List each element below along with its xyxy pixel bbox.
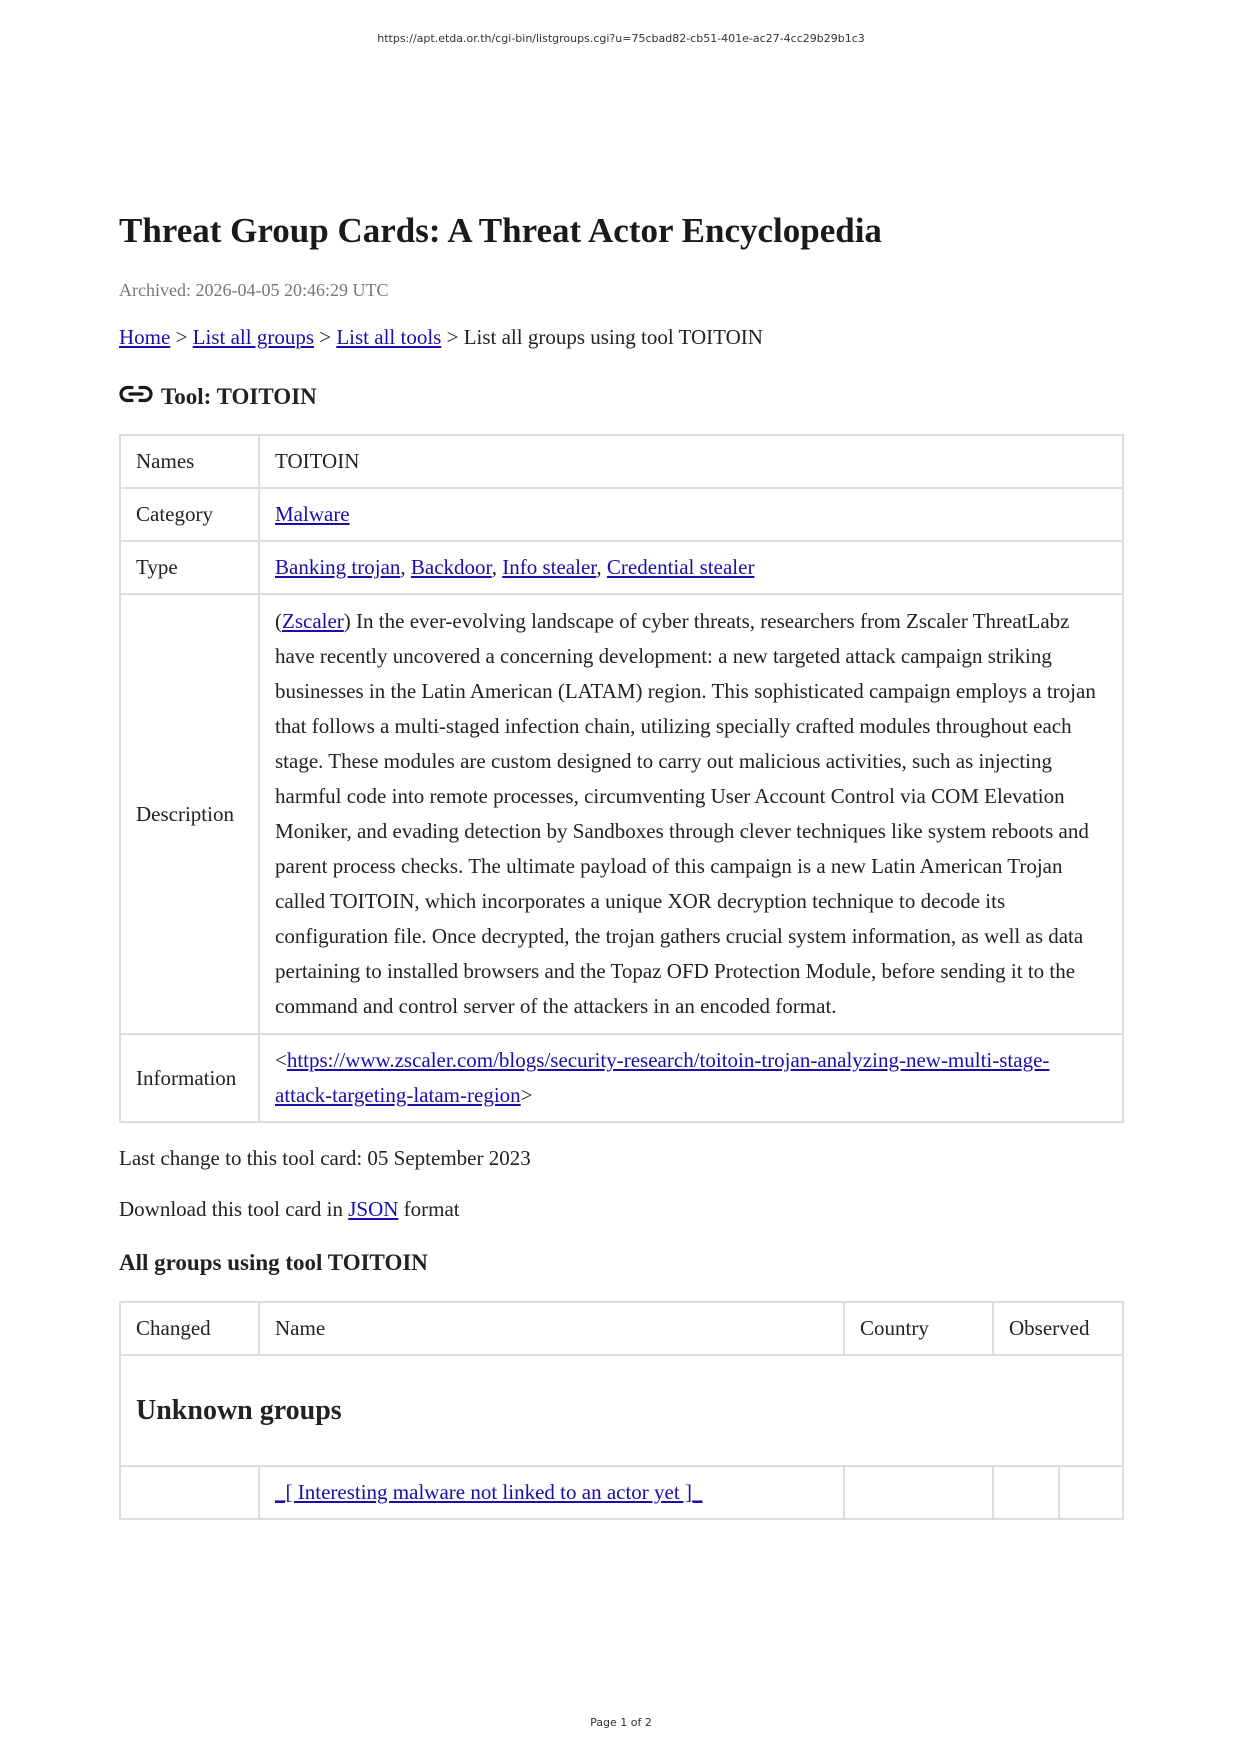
- group-link[interactable]: _[ Interesting malware not linked to an actor yet ]_: [275, 1480, 703, 1504]
- description-text: In the ever-evolving landscape of cyber threats, researchers from Zscaler ThreatLabz have recently uncovered a concerning development: a new targeted attack campaign striking businesses in the Latin American (LATAM) region. This sophisticated campaign employs a trojan that follows a multi-staged infection chain, utilizing specially crafted modules throughout each stage. These modules are custom designed to carry out malicious activities, such as injecting harmful code into remote processes, circumventing User Account Control via COM Elevation Moniker, and evading detection by Sandboxes through clever techniques like system reboots and parent process checks. The ultimate payload of this campaign is a new Latin American Trojan called TOITOIN, which incorporates a unique XOR decryption technique to decode its configuration file. Once decrypted, the trojan gathers crucial system information, as well as data pertaining to installed browsers and the Topaz OFD Protection Module, before sending it to the command and control server of the attackers in an encoded format.: [275, 609, 1096, 1018]
- row-changed-cell: [120, 1466, 259, 1519]
- section-row-unknown-groups: [120, 1355, 1123, 1466]
- breadcrumb-separator: >: [441, 325, 464, 349]
- section-cell: [120, 1355, 1123, 1466]
- groups-table: [119, 1301, 1124, 1520]
- breadcrumb: [119, 325, 1124, 350]
- category-cell: [259, 488, 1123, 541]
- names-value: TOITOIN: [259, 435, 1123, 488]
- row-country-cell: [844, 1466, 993, 1519]
- information-label: Information: [120, 1034, 259, 1122]
- row-observed-cell: [993, 1466, 1123, 1519]
- row-observed-subcell: [994, 1467, 1060, 1518]
- type-credential-stealer-link[interactable]: Credential stealer: [606, 555, 755, 579]
- download-json-link[interactable]: JSON: [348, 1197, 399, 1221]
- groups-heading: All groups using tool TOITOIN: [119, 1250, 428, 1275]
- breadcrumb-separator: >: [314, 325, 337, 349]
- row-name-cell: [259, 1466, 844, 1519]
- download-line: [119, 1197, 1124, 1222]
- description-cell: [259, 594, 1123, 1034]
- section-title: Unknown groups: [136, 1394, 342, 1426]
- type-cell: [259, 541, 1123, 594]
- type-separator: ,: [491, 555, 503, 579]
- type-backdoor-link[interactable]: Backdoor: [410, 555, 492, 579]
- category-malware-link[interactable]: Malware: [275, 502, 350, 526]
- description-source-link[interactable]: Zscaler: [282, 609, 344, 633]
- tool-heading-text: Tool: TOITOIN: [161, 384, 317, 409]
- info-bracket-close: >: [520, 1083, 533, 1107]
- column-header-name: Name: [259, 1302, 844, 1355]
- type-separator: ,: [400, 555, 411, 579]
- information-link[interactable]: [275, 1048, 1049, 1107]
- category-label: Category: [120, 488, 259, 541]
- print-footer-page-number: Page 1 of 2: [590, 1716, 652, 1729]
- tool-heading: [119, 384, 1124, 410]
- info-bracket-open: <: [275, 1048, 287, 1072]
- download-suffix: format: [398, 1197, 460, 1221]
- breadcrumb-home-link[interactable]: Home: [119, 325, 171, 349]
- information-cell: [259, 1034, 1123, 1122]
- tool-description-row: [120, 594, 1123, 1034]
- column-header-changed: Changed: [120, 1302, 259, 1355]
- description-label: Description: [120, 594, 259, 1034]
- breadcrumb-separator: >: [170, 325, 193, 349]
- tool-card-table: [119, 434, 1124, 1123]
- description-paren-close: ): [343, 609, 351, 633]
- information-link-line1: https://www.zscaler.com/blogs/security-research/toitoin-trojan-analyzing-new-multi-stage-: [286, 1048, 1050, 1072]
- page-title: Threat Group Cards: A Threat Actor Encyclopedia: [119, 211, 882, 250]
- print-header-url: https://apt.etda.or.th/cgi-bin/listgroups.cgi?u=75cbad82-cb51-401e-ac27-4cc29b29b1c3: [377, 32, 865, 45]
- type-banking-trojan-link[interactable]: Banking trojan: [275, 555, 401, 579]
- groups-header-row: [120, 1302, 1123, 1355]
- last-change-text: Last change to this tool card: 05 September 2023: [119, 1146, 531, 1170]
- tool-information-row: [120, 1034, 1123, 1122]
- tool-type-row: [120, 541, 1123, 594]
- type-label: Type: [120, 541, 259, 594]
- link-icon: [119, 384, 153, 404]
- table-row: [120, 1466, 1123, 1519]
- column-header-observed: Observed: [993, 1302, 1123, 1355]
- breadcrumb-tools-link[interactable]: List all tools: [336, 325, 442, 349]
- column-header-country: Country: [844, 1302, 993, 1355]
- row-extra-subcell: [1060, 1467, 1122, 1518]
- breadcrumb-current: List all groups using tool TOITOIN: [463, 325, 763, 349]
- tool-category-row: [120, 488, 1123, 541]
- information-link-line2: attack-targeting-latam-region: [275, 1083, 521, 1107]
- main-content: [119, 210, 1124, 1520]
- archived-timestamp: Archived: 2026-04-05 20:46:29 UTC: [119, 280, 389, 300]
- names-label: Names: [120, 435, 259, 488]
- tool-names-row: [120, 435, 1123, 488]
- type-info-stealer-link[interactable]: Info stealer: [502, 555, 597, 579]
- type-separator: ,: [596, 555, 607, 579]
- description-paren-open: (: [275, 609, 282, 633]
- breadcrumb-groups-link[interactable]: List all groups: [192, 325, 314, 349]
- download-prefix: Download this tool card in: [119, 1197, 349, 1221]
